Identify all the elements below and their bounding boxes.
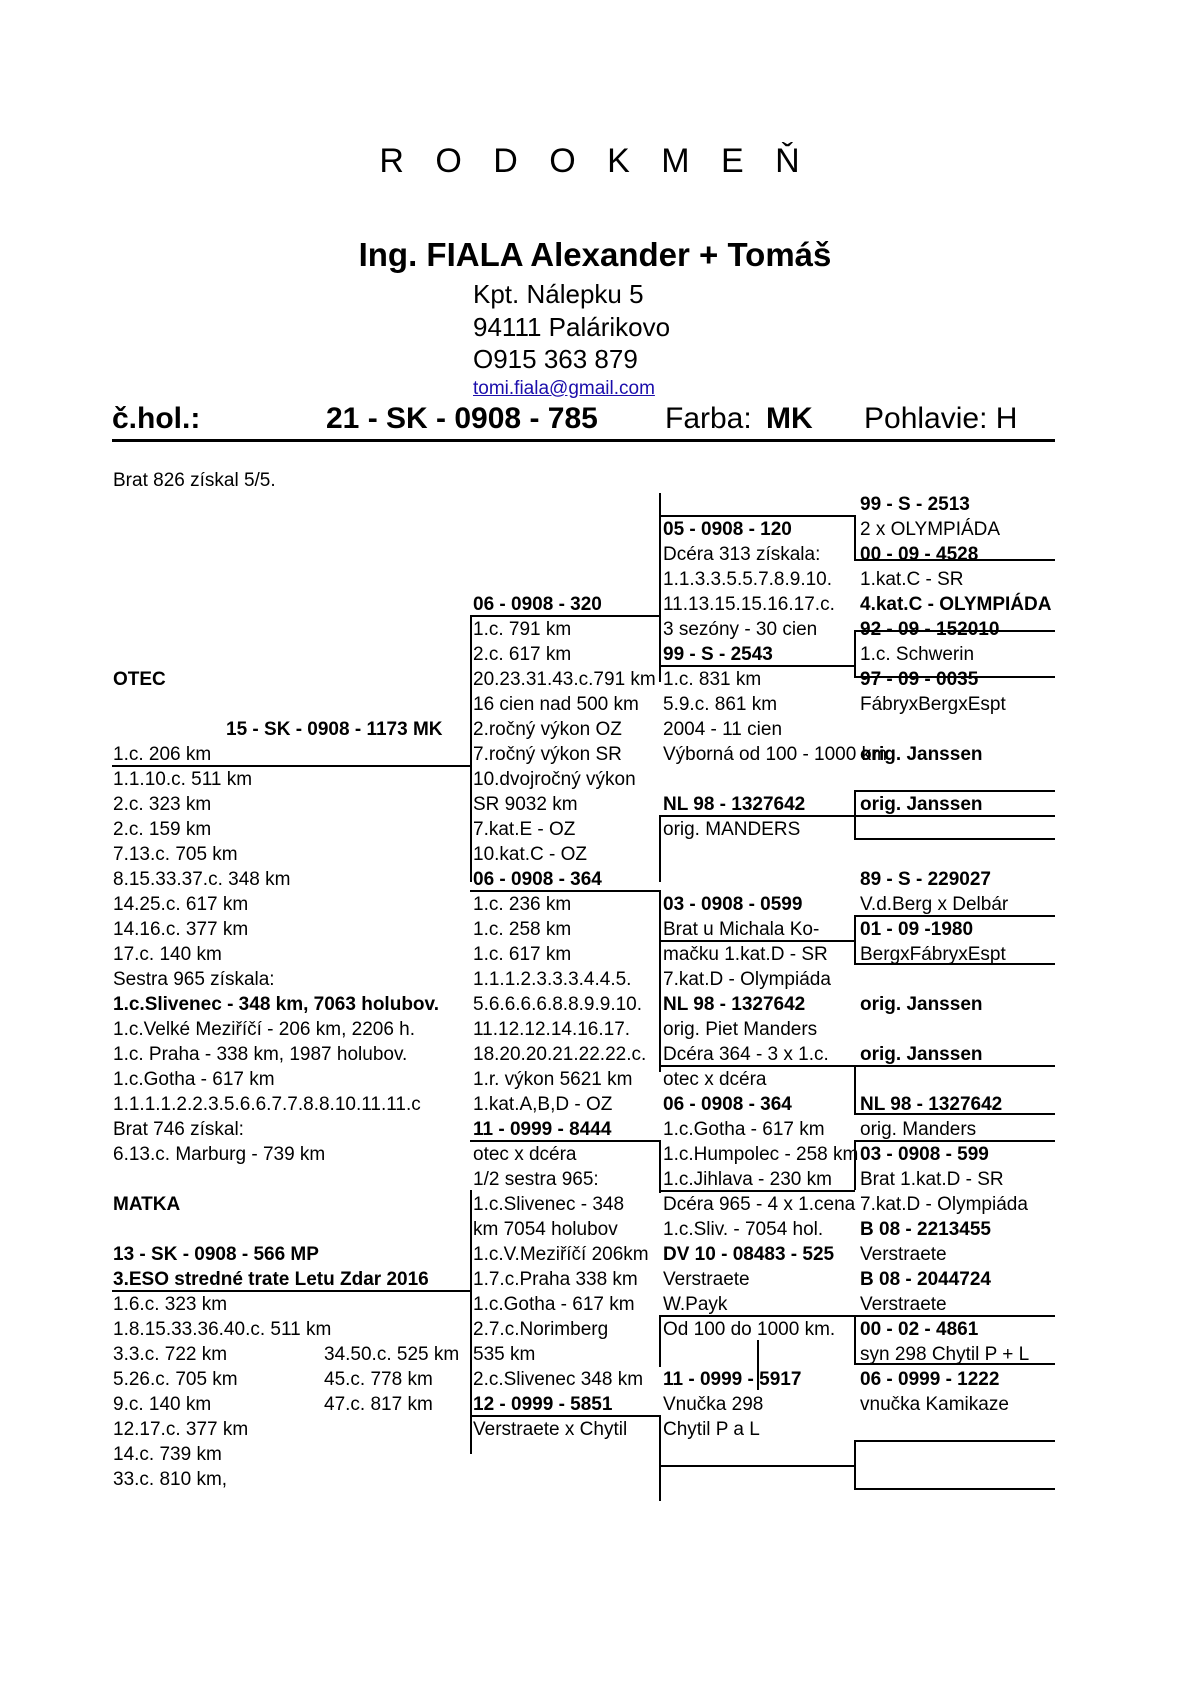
parent-line: 1.c. 617 km <box>473 944 572 965</box>
great-grandparent-line: orig. Janssen <box>860 994 983 1015</box>
grandparent-line: 05 - 0908 - 120 <box>663 519 792 540</box>
parent-line: 1.1.1.2.3.3.3.4.4.5. <box>473 969 632 990</box>
grandparent-line: 3 sezóny - 30 cien <box>663 619 818 640</box>
address-city: 94111 Palárikovo <box>473 312 671 342</box>
grandparent-line: Chytil P a L <box>663 1419 760 1440</box>
grandparent-line: otec x dcéra <box>663 1069 767 1090</box>
sire-dam-line: 2.c. 323 km <box>113 794 212 815</box>
great-grandparent-line: orig. Janssen <box>860 1044 983 1065</box>
great-grandparent-line: orig. Janssen <box>860 794 983 815</box>
grandparent-line: 1.1.3.3.5.5.7.8.9.10. <box>663 569 833 590</box>
great-grandparent-line: 01 - 09 -1980 <box>860 919 974 940</box>
parent-line: 12 - 0999 - 5851 <box>473 1394 613 1415</box>
grandparent-line: Dcéra 313 získala: <box>663 544 821 565</box>
great-grandparent-line: vnučka Kamikaze <box>860 1394 1009 1415</box>
intro-note: Brat 826 získal 5/5. <box>113 470 276 491</box>
great-grandparent-line: syn 298 Chytil P + L <box>860 1344 1030 1365</box>
parent-line: 16 cien nad 500 km <box>473 694 639 715</box>
pedigree-line <box>659 1065 1055 1067</box>
pedigree-line <box>854 790 856 840</box>
parent-line: 11 - 0999 - 8444 <box>473 1119 612 1140</box>
ring-label: č.hol.: <box>112 402 201 435</box>
sire-dam-line: Sestra 965 získala: <box>113 969 275 990</box>
grandparent-line: 1.c.Sliv. - 7054 hol. <box>663 1219 824 1240</box>
pedigree-line <box>854 1065 856 1115</box>
sire-dam-line: 1.c.Slivenec - 348 km, 7063 holubov. <box>113 994 439 1015</box>
grandparent-line: mačku 1.kat.D - SR <box>663 944 828 965</box>
grandparent-line: 99 - S - 2543 <box>663 644 773 665</box>
owner-name: Ing. FIALA Alexander + Tomáš <box>358 236 832 273</box>
parent-line: 06 - 0908 - 364 <box>473 869 602 890</box>
great-grandparent-line: FábryxBergxEspt <box>860 694 1006 715</box>
pedigree-line <box>659 1190 855 1192</box>
parent-line: 2.ročný výkon OZ <box>473 719 622 740</box>
great-grandparent-line: 00 - 02 - 4861 <box>860 1319 979 1340</box>
grandparent-line: 11 - 0999 - 5917 <box>663 1369 802 1390</box>
sire-dam-line: 33.c. 810 km, <box>113 1469 228 1490</box>
great-grandparent-line: B 08 - 2213455 <box>860 1219 991 1240</box>
great-grandparent-line: 97 - 09 - 0035 <box>860 669 979 690</box>
grandparent-line: 1.c. 831 km <box>663 669 762 690</box>
pedigree-line <box>854 915 856 965</box>
parent-line: SR 9032 km <box>473 794 578 815</box>
parent-line: 2.c.Slivenec 348 km <box>473 1369 644 1390</box>
grandparent-line: Dcéra 364 - 3 x 1.c. <box>663 1044 829 1065</box>
pedigree-line <box>659 890 661 1072</box>
pedigree-line <box>659 815 1055 817</box>
sex-label: Pohlavie: H <box>864 402 1018 435</box>
email-link[interactable]: tomi.fiala@gmail.com <box>473 378 655 399</box>
parent-line: 1.c.Slivenec - 348 <box>473 1194 625 1215</box>
sire-dam-line: 5.26.c. 705 km <box>113 1369 238 1390</box>
great-grandparent-line: 03 - 0908 - 599 <box>860 1144 989 1165</box>
sire-dam-line: 15 - SK - 0908 - 1173 MK <box>226 719 443 740</box>
pedigree-line <box>854 790 1055 792</box>
parent-line: 1.r. výkon 5621 km <box>473 1069 633 1090</box>
header-rule <box>112 439 1055 442</box>
sire-dam-line: 13 - SK - 0908 - 566 MP <box>113 1244 319 1265</box>
grandparent-line: Od 100 do 1000 km. <box>663 1319 836 1340</box>
grandparent-line: 5.9.c. 861 km <box>663 694 778 715</box>
grandparent-line: Vnučka 298 <box>663 1394 764 1415</box>
sire-dam-line: 47.c. 817 km <box>324 1394 433 1415</box>
parent-line: otec x dcéra <box>473 1144 577 1165</box>
grandparent-line: orig. Piet Manders <box>663 1019 818 1040</box>
sire-dam-line: 45.c. 778 km <box>324 1369 433 1390</box>
sire-dam-line: 1.c.Velké Meziříčí - 206 km, 2206 h. <box>113 1019 416 1040</box>
great-grandparent-line: 7.kat.D - Olympiáda <box>860 1194 1028 1215</box>
great-grandparent-line: V.d.Berg x Delbár <box>860 894 1009 915</box>
parent-line: 18.20.20.21.22.22.c. <box>473 1044 647 1065</box>
sire-dam-line: 1.8.15.33.36.40.c. 511 km <box>113 1319 332 1340</box>
pedigree-line <box>854 515 856 561</box>
grandparent-line: 11.13.15.15.16.17.c. <box>663 594 835 615</box>
great-grandparent-line: orig. Manders <box>860 1119 977 1140</box>
color-value: MK <box>766 402 813 435</box>
sire-dam-line: 1.c. Praha - 338 km, 1987 holubov. <box>113 1044 408 1065</box>
sire-dam-line: 1.c. 206 km <box>113 744 212 765</box>
parent-line: 1.c. 236 km <box>473 894 572 915</box>
pedigree-line <box>854 1140 1055 1142</box>
great-grandparent-line: Verstraete <box>860 1244 947 1265</box>
pedigree-line <box>659 940 855 942</box>
pedigree-line <box>470 615 659 617</box>
pedigree-line <box>659 1465 855 1467</box>
sire-dam-line: Brat 746 získal: <box>113 1119 244 1140</box>
parent-line: 2.c. 617 km <box>473 644 572 665</box>
sire-dam-line: 12.17.c. 377 km <box>113 1419 249 1440</box>
pedigree-line <box>659 1315 855 1317</box>
parent-line: Verstraete x Chytil <box>473 1419 628 1440</box>
parent-line: 7.ročný výkon SR <box>473 744 622 765</box>
parent-line: km 7054 holubov <box>473 1219 618 1240</box>
pedigree-line <box>659 493 661 682</box>
sire-dam-line: 1.1.10.c. 511 km <box>113 769 253 790</box>
sire-dam-line: 14.25.c. 617 km <box>113 894 249 915</box>
sire-dam-line: OTEC <box>113 669 166 690</box>
pedigree-line <box>854 915 1055 917</box>
pedigree-line <box>854 1440 1055 1442</box>
grandparent-line: 1.c.Humpolec - 258 km <box>663 1144 859 1165</box>
great-grandparent-line: 1.c. Schwerin <box>860 644 975 665</box>
great-grandparent-line: 06 - 0999 - 1222 <box>860 1369 1000 1390</box>
grandparent-line: Výborná od 100 - 1000 km. <box>663 744 893 765</box>
ring-number: 21 - SK - 0908 - 785 <box>326 402 598 435</box>
pedigree-line <box>470 890 659 892</box>
sire-dam-line: MATKA <box>113 1194 181 1215</box>
sire-dam-line: 2.c. 159 km <box>113 819 212 840</box>
pedigree-line <box>659 1415 661 1501</box>
great-grandparent-line: NL 98 - 1327642 <box>860 1094 1003 1115</box>
sire-dam-line: 1.6.c. 323 km <box>113 1294 228 1315</box>
great-grandparent-line: 92 - 09 - 152010 <box>860 619 1000 640</box>
great-grandparent-line: 1.kat.C - SR <box>860 569 964 590</box>
great-grandparent-line: Verstraete <box>860 1294 947 1315</box>
grandparent-line: 1.c.Jihlava - 230 km <box>663 1169 832 1190</box>
great-grandparent-line: 2 x OLYMPIÁDA <box>860 519 1001 540</box>
grandparent-line: Dcéra 965 - 4 x 1.cena <box>663 1194 856 1215</box>
parent-line: 20.23.31.43.c.791 km <box>473 669 656 690</box>
grandparent-line: 03 - 0908 - 0599 <box>663 894 803 915</box>
pedigree-line <box>854 1488 1055 1490</box>
sire-dam-line: 34.50.c. 525 km <box>324 1344 460 1365</box>
parent-line: 10.dvojročný výkon <box>473 769 636 790</box>
grandparent-line: W.Payk <box>663 1294 728 1315</box>
parent-line: 1.c. 258 km <box>473 919 572 940</box>
grandparent-line: DV 10 - 08483 - 525 <box>663 1244 835 1265</box>
pedigree-line <box>470 615 472 882</box>
parent-line: 10.kat.C - OZ <box>473 844 588 865</box>
parent-line: 535 km <box>473 1344 536 1365</box>
grandparent-line: NL 98 - 1327642 <box>663 994 806 1015</box>
sire-dam-line: 17.c. 140 km <box>113 944 222 965</box>
document-title: R O D O K M E Ň <box>379 142 811 180</box>
grandparent-line: 1.c.Gotha - 617 km <box>663 1119 825 1140</box>
sire-dam-line: 6.13.c. Marburg - 739 km <box>113 1144 326 1165</box>
sire-dam-line: 8.15.33.37.c. 348 km <box>113 869 291 890</box>
parent-line: 1.c.V.Meziříčí 206km <box>473 1244 649 1265</box>
grandparent-line: orig. MANDERS <box>663 819 801 840</box>
sire-dam-line: 7.13.c. 705 km <box>113 844 238 865</box>
parent-line: 06 - 0908 - 320 <box>473 594 602 615</box>
grandparent-line: 7.kat.D - Olympiáda <box>663 969 831 990</box>
address-street: Kpt. Nálepku 5 <box>473 279 644 309</box>
pedigree-line <box>659 1140 661 1193</box>
parent-line: 7.kat.E - OZ <box>473 819 576 840</box>
grandparent-line: Verstraete <box>663 1269 750 1290</box>
parent-line: 5.6.6.6.6.8.8.9.9.10. <box>473 994 643 1015</box>
sire-dam-line: 14.c. 739 km <box>113 1444 222 1465</box>
great-grandparent-line: Brat 1.kat.D - SR <box>860 1169 1004 1190</box>
parent-line: 1.c. 791 km <box>473 619 572 640</box>
pedigree-line <box>854 838 1055 840</box>
parent-line: 11.12.12.14.16.17. <box>473 1019 631 1040</box>
great-grandparent-line: BergxFábryxEspt <box>860 944 1006 965</box>
address-phone: O915 363 879 <box>473 344 638 374</box>
parent-line: 1.7.c.Praha 338 km <box>473 1269 638 1290</box>
pedigree-line <box>659 665 855 667</box>
pedigree-line <box>112 765 470 767</box>
pedigree-line <box>659 1315 661 1367</box>
great-grandparent-line: orig. Janssen <box>860 744 983 765</box>
parent-line: 1.kat.A,B,D - OZ <box>473 1094 613 1115</box>
grandparent-line: 06 - 0908 - 364 <box>663 1094 792 1115</box>
grandparent-line: Brat u Michala Ko- <box>663 919 820 940</box>
pedigree-line <box>659 815 661 882</box>
sire-dam-line: 3.3.c. 722 km <box>113 1344 228 1365</box>
parent-line: 1/2 sestra 965: <box>473 1169 599 1190</box>
pedigree-line <box>854 1315 856 1365</box>
sire-dam-line: 1.c.Gotha - 617 km <box>113 1069 275 1090</box>
color-label: Farba: <box>665 402 752 435</box>
pedigree-line <box>470 1140 659 1142</box>
pedigree-line <box>854 1315 1055 1317</box>
grandparent-line: NL 98 - 1327642 <box>663 794 806 815</box>
pedigree-line <box>112 1290 470 1292</box>
parent-line: 1.c.Gotha - 617 km <box>473 1294 635 1315</box>
great-grandparent-line: 99 - S - 2513 <box>860 494 970 515</box>
sire-dam-line: 9.c. 140 km <box>113 1394 212 1415</box>
grandparent-line: 2004 - 11 cien <box>663 719 783 740</box>
great-grandparent-line: 4.kat.C - OLYMPIÁDA <box>860 594 1052 615</box>
sire-dam-line: 3.ESO stredné trate Letu Zdar 2016 <box>113 1269 429 1290</box>
great-grandparent-line: B 08 - 2044724 <box>860 1269 991 1290</box>
pedigree-line <box>854 630 856 678</box>
pedigree-line <box>659 515 855 517</box>
parent-line: 2.7.c.Norimberg <box>473 1319 609 1340</box>
great-grandparent-line: 00 - 09 - 4528 <box>860 544 979 565</box>
sire-dam-line: 1.1.1.1.2.2.3.5.6.6.7.7.8.8.10.11.11.c <box>113 1094 421 1115</box>
pedigree-line <box>470 1415 659 1417</box>
sire-dam-line: 14.16.c. 377 km <box>113 919 249 940</box>
great-grandparent-line: 89 - S - 229027 <box>860 869 991 890</box>
